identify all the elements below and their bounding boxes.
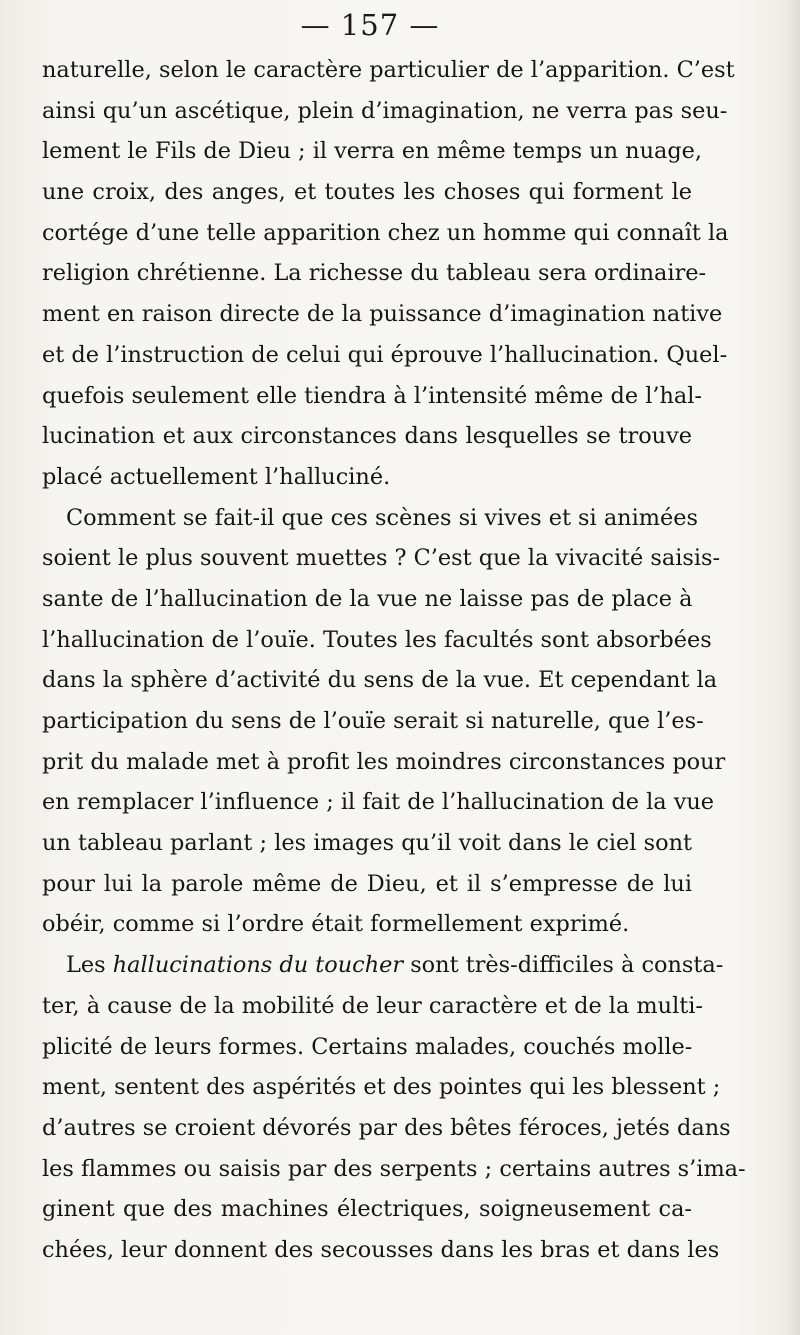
text-line: en remplacer l’influence ; il fait de l’hallucination de la vue <box>42 789 715 816</box>
text-line: plicité de leurs formes. Certains malades, couchés molle- <box>42 1033 693 1060</box>
text-line: l’hallucination de l’ouïe. Toutes les facultés sont absorbées <box>42 626 712 653</box>
text-line: Comment se fait-il que ces scènes si vives et si animées <box>66 504 698 531</box>
page-number: — 157 — <box>300 8 440 42</box>
paragraph-2 <box>42 498 726 946</box>
page-edge-shadow <box>786 0 800 1335</box>
text-line: cortége d’une telle apparition chez un homme qui connaît la <box>42 219 729 246</box>
text-line: lucination et aux circonstances dans lesquelles se trouve <box>42 423 692 450</box>
italic-phrase: hallucinations du toucher <box>112 952 404 979</box>
text-line: et de l’instruction de celui qui éprouve l’hallucination. Quel- <box>42 341 728 368</box>
text-line: ment en raison directe de la puissance d’imagination native <box>42 301 723 328</box>
text-line: ter, à cause de la mobilité de leur caractère et de la multi- <box>42 992 703 1019</box>
text-line: chées, leur donnent des secousses dans les bras et dans les <box>42 1236 720 1263</box>
text-line: prit du malade met à profit les moindres circonstances pour <box>42 748 726 775</box>
paragraph-1 <box>42 50 735 498</box>
text-line: soient le plus souvent muettes ? C’est que la vivacité saisis- <box>42 545 721 572</box>
text-line: lement le Fils de Dieu ; il verra en même temps un nuage, <box>42 138 703 165</box>
text-line: naturelle, selon le caractère particulier de l’apparition. C’est <box>42 57 735 83</box>
text-line: dans la sphère d’activité du sens de la vue. Et cependant la <box>42 667 718 694</box>
text-line: participation du sens de l’ouïe serait si naturelle, que l’es- <box>42 708 704 734</box>
body-text <box>42 50 746 1271</box>
text-line-with-italic: Les hallucinations du toucher sont très-difficiles à consta- <box>66 952 724 979</box>
text-line: une croix, des anges, et toutes les choses qui forment le <box>42 179 692 206</box>
text-line: un tableau parlant ; les images qu’il voit dans le ciel sont <box>42 830 692 857</box>
text-line: religion chrétienne. La richesse du tableau sera ordinaire- <box>42 260 707 287</box>
text-line: ginent que des machines électriques, soigneusement ca- <box>42 1196 692 1223</box>
text-line: ainsi qu’un ascétique, plein d’imagination, ne verra pas seu- <box>42 97 728 124</box>
text-line: pour lui la parole même de Dieu, et il s’empresse de lui <box>42 870 692 897</box>
paragraph-3 <box>42 945 746 1271</box>
text-line: quefois seulement elle tiendra à l’intensité même de l’hal- <box>42 382 702 409</box>
text-line: sante de l’hallucination de la vue ne laisse pas de place à <box>42 585 693 612</box>
text-line: les flammes ou saisis par des serpents ; certains autres s’ima- <box>42 1155 746 1182</box>
text-line: ment, sentent des aspérités et des pointes qui les blessent ; <box>42 1074 721 1101</box>
text-line: d’autres se croient dévorés par des bêtes féroces, jetés dans <box>42 1114 731 1141</box>
text-line: placé actuellement l’halluciné. <box>42 463 391 490</box>
text-line: obéir, comme si l’ordre était formellement exprimé. <box>42 911 630 938</box>
